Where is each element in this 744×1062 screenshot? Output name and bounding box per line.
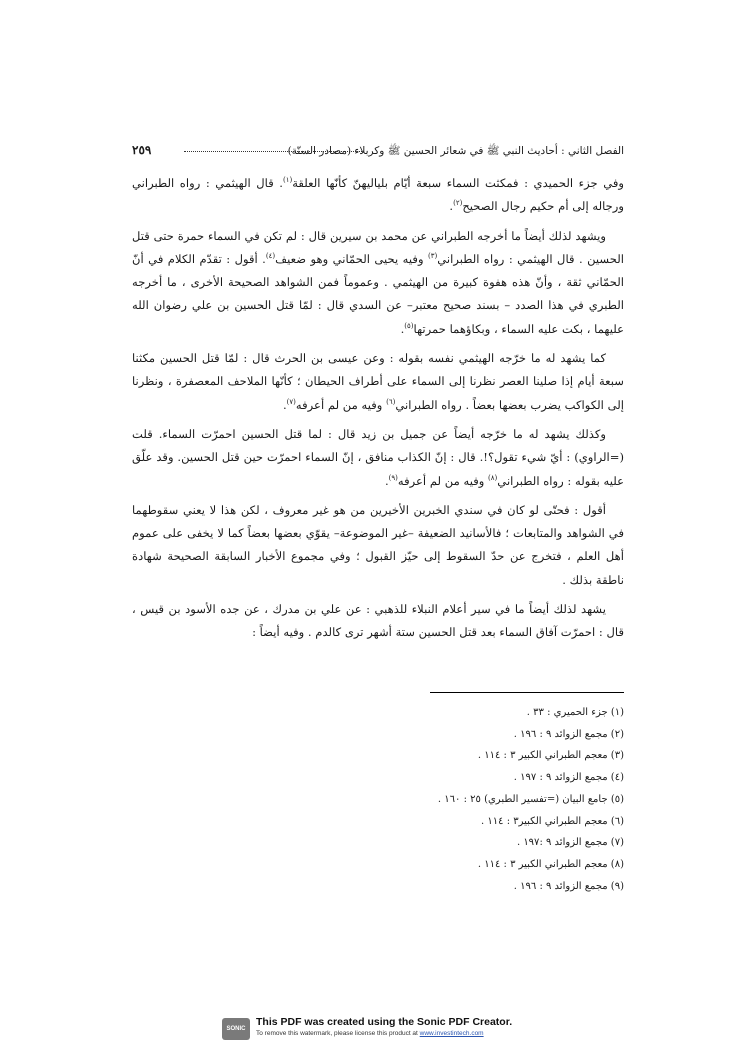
footnote-5: (٥) جامع البيان (=تفسير الطبري) ٢٥ : ١٦٠ . (437, 793, 624, 805)
footnote-4: (٤) مجمع الزوائد ٩ : ١٩٧ . (513, 772, 624, 784)
footnote-separator (430, 692, 624, 693)
watermark-line-2: To remove this watermark, please license this product at www.investintech.com (256, 1030, 484, 1037)
footnote-2: (٢) مجمع الزوائد ٩ : ١٩٦ . (513, 728, 624, 740)
paragraph-1: وفي جزء الحميدي : فمكثت السماء سبعة أيّام بلياليهنّ كأنّها العلقة$^{(١)}$. قال الهيثمي : رواه الطبراني ورجاله إلى أم حكيم رجال الصحيح$^{(٢)}$. (132, 176, 624, 214)
footnote-ref: (٩) (388, 473, 398, 482)
footnote-7: (٧) مجمع الزوائد ٩ :١٩٧ . (516, 837, 624, 849)
footnote-ref: (٥) (404, 321, 414, 330)
footnote-9: (٩) مجمع الزوائد ٩ : ١٩٦ . (513, 880, 624, 892)
footnote-ref: (١) (282, 176, 293, 185)
paragraph-5: أقول : فحتّى لو كان في سندي الخبرين الأخيرين من هو غير معروف ، لكن هذا لا يعني سقوطهما في الشواهد والمتابعات ؛ فالأسانيد الضعيفة –غير الموضوعة– يقوّي بعضها بعضاً كما لا يخفى على عموم أهل العلم ، فتخرج عن حدّ السقوط إلى حيّز القبول ؛ وفي مجموع الأخبار السابقة الصحيحة شهادة ناطقة بذلك . (132, 502, 624, 587)
footnote-ref: (٢) (453, 199, 463, 208)
watermark-line-1: This PDF was created using the Sonic PDF Creator. (256, 1016, 513, 1028)
paragraph-4: وكذلك يشهد له ما خرّجه أيضاً عن جميل بن زيد قال : لما قتل الحسين احمرّت السماء. قلت (=الراوي) : أيّ شيء تقول؟!. قال : إنّ الكذاب منافق ، إنّ السماء احمرّت حين قتل الحسين. وقد علّق عليه بقوله : رواه الطبراني$^{(٨)}$ وفيه من لم أعرفه$^{(٩)}$. (132, 426, 624, 488)
footnote-1: (١) جزء الحميري : ٣٣ . (526, 707, 624, 718)
running-header (132, 143, 624, 161)
running-title: الفصل الثاني : أحاديث النبي ﷺ في شعائر الحسين ﷺ وكربلاء (مصادر السنّة) (287, 145, 624, 157)
footnote-ref: (٤) (265, 252, 276, 261)
header-dot-leader (184, 151, 362, 152)
watermark-link[interactable]: www.investintech.com (419, 1030, 484, 1037)
paragraph-6: يشهد لذلك أيضاً ما في سير أعلام النبلاء للذهبي : عن علي بن مدرك ، عن جده الأسود بن قيس ، قال : احمرّت آفاق السماء بعد قتل الحسين ستة أشهر ترى كالدم . وفيه أيضاً : (132, 602, 624, 640)
footnote-6: (٦) معجم الطبراني الكبير٣ : ١١٤ . (481, 815, 624, 827)
footnote-8: (٨) معجم الطبراني الكبير ٣ : ١١٤ . (477, 858, 624, 870)
pdf-watermark (222, 1016, 532, 1054)
page-number: ٢٥٩ (132, 143, 152, 157)
footnotes (300, 702, 624, 897)
footnote-ref: (٨) (488, 473, 498, 482)
footnote-3: (٣) معجم الطبراني الكبير ٣ : ١١٤ . (477, 750, 624, 762)
paragraph-3: كما يشهد له ما خرّجه الهيثمي نفسه بقوله : وعن عيسى بن الحرث قال : لمّا قتل الحسين مكثنا سبعة أيام إذا صلينا العصر نظرنا إلى السماء على أطراف الحيطان ؛ كأنّها الملاحف المعصفرة ، ونظرنا إلى الكواكب يضرب بعضها بعضاً . رواه الطبراني$^{(٦)}$ وفيه من لم أعرفه$^{(٧)}$. (132, 351, 624, 412)
footnote-ref: (٣) (427, 252, 438, 261)
sonic-pdf-logo-icon: SONIC PDF (222, 1018, 250, 1040)
paragraph-2: ويشهد لذلك أيضاً ما أخرجه الطبراني عن محمد بن سيرين قال : لم تكن في السماء حمرة حتى قتل الحسين . قال الهيثمي : رواه الطبراني$^{(٣)}$ وفيه يحيى الحمّاني وهو ضعيف$^{(٤)}$. أقول : تقدّم الكلام في أنّ الحمّاني ثقة ، وأنّ هذه هفوة كبيرة من الهيثمي . وعموماً فمن الشواهد الصحيحة الأخرى ، ما أخرجه الطبري في هذا الصدد – بسند صحيح معتبر– عن السدي قال : لمّا قتل الحسين بن علي رضوان الله عليهما ، بكت عليه السماء ، وبكاؤهما حمرتها$^{(٥)}$. (132, 228, 624, 336)
main-text (132, 172, 624, 651)
footnote-ref: (٧) (286, 397, 296, 406)
footnote-ref: (٦) (386, 397, 396, 406)
